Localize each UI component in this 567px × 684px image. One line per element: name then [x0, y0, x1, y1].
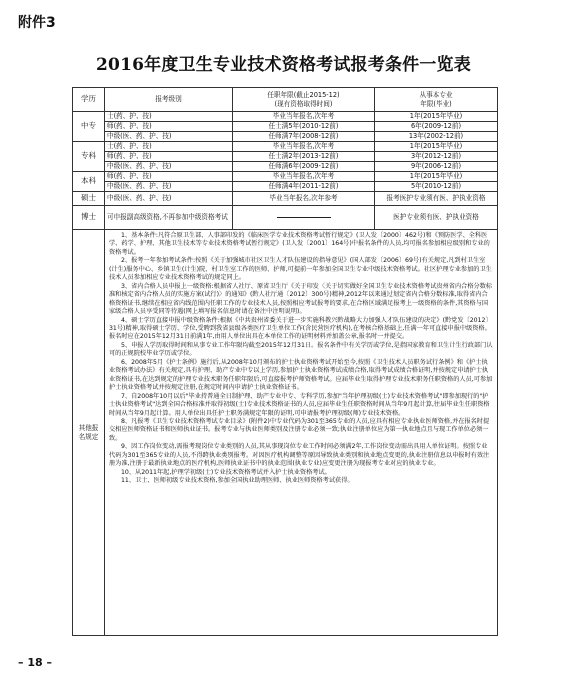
- edu-zhongzhuan: 中专: [73, 112, 105, 142]
- years-cell-empty: [233, 206, 375, 230]
- note-item: 8、凡报考《卫生专业技术资格考试专业目录》(附件2)中专业代码为301至365专业的人员,应具有相应专业执业医师资格,并在报名时提交相应医师资格证书和医师执业证书。报考专业与执业医师类别及注册专业必须一致;执业注册单位应为第一执业地点且与现工作单位必须一致。: [109, 417, 490, 442]
- edu-benke: 本科: [73, 172, 105, 192]
- header-grad: [375, 88, 498, 112]
- level-cell: 士(药、护、技): [105, 112, 233, 122]
- level-cell: 师(药、护、技): [105, 172, 233, 182]
- grad-cell: 1年(2015年毕业): [375, 142, 498, 152]
- note-item: 5、申报人学历取得时间和从事专业工作年限均截至2015年12月31日。报名条件中有关学历或学位,是指国家教育和卫生计生行政部门认可的正规院校毕业学历或学位。: [109, 341, 493, 358]
- note-item: 1、基本条件:凡符合原卫生部、人事部印发的《临床医学专业技术资格考试暂行规定》(卫人发〔2000〕462号)和《预防医学、全科医学、药学、护理、其他卫生技术等专业技术资格考试暂行规定》(卫人发〔2001〕164号)中报名条件的人员,均可报名参加相应级别和专业的资格考试。: [109, 232, 490, 256]
- years-cell: 任师满7年(2008-12前): [233, 132, 375, 142]
- grad-cell: 报考医护专业须有医、护执业资格: [375, 192, 498, 206]
- years-cell: 任师满4年(2011-12前): [233, 182, 375, 192]
- notes-cell: [105, 230, 498, 636]
- header-years-line2: (现有资格取得时间): [274, 99, 333, 108]
- table-header-row: [73, 88, 498, 112]
- grad-cell: 3年(2012-12前): [375, 152, 498, 162]
- grad-cell: 5年(2010-12前): [375, 182, 498, 192]
- years-cell: 毕业当年报名,次年考: [233, 112, 375, 122]
- note-item: 9、因工作岗位变动,需报考现岗位专业类别的人员,其从事现岗位专业工作时间必须满2年,工作岗位变动需出具用人单位证明。按照专业代码为301至365专业的人员,不得跨执业类别报考。对因医疗机构调整等原因导致执业类别和执业地点变更的,执业注册信息以申报时有效注册为准,注册于最新执业地点的医疗机构,医师执业证书中的执业范围(执业专业)应变更注册为现报考专业对应的执业专业。: [109, 443, 490, 468]
- level-cell: 可申报副高级资格,不再参加中级资格考试: [105, 206, 233, 230]
- header-level: 报考级别: [105, 88, 233, 112]
- page-number: – 18 –: [18, 656, 52, 669]
- header-years: [233, 88, 375, 112]
- grad-cell: 13年(2002-12前): [375, 132, 498, 142]
- edu-zhuanke: 专科: [73, 142, 105, 172]
- table-row: [73, 152, 498, 162]
- years-cell: 毕业当年报名,次年参考: [233, 192, 375, 206]
- dash-line: [277, 217, 331, 218]
- note-item: 4、硕士学历直接申报中级资格条件:根据《中共贵州省委关于进一步实施科教兴黔战略大力加强人才队伍建设的决定》(黔党发〔2012〕31号)精神,取得硕士学历、学位,受聘到我省县级各类医疗卫生单位工作(含民营医疗机构),在考核合格基础上,任满一年可直接申报中级资格。报名时应在2015年12月31日前满1年,由用人单位出具在本单位工作的证明材料并加盖公章,报名时一并提交。: [109, 316, 492, 341]
- note-item: 3、省内合格人员申报上一级资格:根据省人社厅、原省卫生厅《关于印发〈关于切实做好全国卫生专业技术资格考试贵州省内合格分数标准和核定省内合格人员的实施方案(试行)〉的通知》(黔人社厅通〔2012〕300号)精神,2012年以来通过划定省内合格分数标准,取得省内合格资格证书,继续在相应省内线范围内任职工作的专业技术人员,按照相应考试报考的要求,在合格区域满足报考上一级资格的条件,其资格与国家级合格人员享受同等待遇(网上填写报名信息时请在备注中注明说明)。: [109, 282, 493, 316]
- attachment-label: 附件3: [18, 15, 56, 31]
- requirements-table: [72, 87, 498, 636]
- table-row: [73, 162, 498, 172]
- header-grad-line2: 年限(毕业): [420, 99, 452, 108]
- level-cell: 中级(医、药、护、技): [105, 162, 233, 172]
- document-title: 2016年度卫生专业技术资格考试报考条件一览表: [96, 55, 471, 75]
- grad-cell: 9年(2006-12前): [375, 162, 498, 172]
- edu-shuoshi: 硕士: [73, 192, 105, 206]
- grad-cell: 1年(2015年毕业): [375, 112, 498, 122]
- table-row: [73, 206, 498, 230]
- years-cell: 任师满6年(2009-12前): [233, 162, 375, 172]
- years-cell: 任士满5年(2010-12前): [233, 122, 375, 132]
- years-cell: 毕业当年报名,次年考: [233, 172, 375, 182]
- note-item: 6、2008年5月《护士条例》施行后,从2008年10月颁布的护士执业资格考试开始至今,按照《卫生技术人员职务试行条例》和《护士执业资格考试办法》有关规定,具有护理、助产专业中专以上学历,参加护士执业资格考试成绩合格,取得考试成绩合格证明,并按规定申请护士执业资格证书,在达到规定的护理专业技术职务任职年限后,可直接报考护师资格考试。应届毕业生取得护理专业技术职务任职资格的人员,可参加护士执业资格考试并按规定注册,在规定时间内申请护士执业资格证书。: [109, 358, 493, 392]
- level-cell: 中级(医、药、护、技): [105, 182, 233, 192]
- level-cell: 中级(医、药、护、技): [105, 132, 233, 142]
- note-item: 7、自2008年10月以后"毕业持普通全日制护理、助产专业中专、专科学历,参加"当年护理初级(士)专业技术资格考试"即参加现行的"护士执业资格考试"达到全国合格标准并取得初级(士)专业技术资格证书的人员,应届毕业生任职资格时间从当年9月起计算,往届毕业生任职资格时间从当年9月起计算。用人单位出具任护士职务满规定年限的证明,可申请报考护理初级(师)专业技术资格。: [109, 392, 490, 417]
- table-row: [73, 142, 498, 152]
- note-item: 10、从2011年起,护理学初级(士)专业技术资格考试并入护士执业资格考试。: [121, 468, 331, 476]
- level-cell: 中级(医、药、护、技): [105, 192, 233, 206]
- table-row: [73, 132, 498, 142]
- grad-cell: 1年(2015年毕业): [375, 172, 498, 182]
- level-cell: 士(药、护、技): [105, 142, 233, 152]
- grad-cell: 医护专业须有医、护执业资格: [375, 206, 498, 230]
- header-grad-line1: 从事本专业: [419, 90, 453, 99]
- table-row: [73, 182, 498, 192]
- years-cell: 任士满2年(2013-12前): [233, 152, 375, 162]
- level-cell: 师(药、护、技): [105, 122, 233, 132]
- header-years-line1: 任职年限(截止2015-12): [267, 90, 340, 99]
- note-item: 11、卫士、医师初级专业技术资格,参加全国执业助理医师、执业医师资格考试获得。: [121, 477, 354, 485]
- note-item: 2、报考一年参加考试条件:按照《关于加强城市社区卫生人才队伍建设的指导意见》(国人部发〔2006〕69号)有关规定,凡到村卫生室(计生)服务中心、乡镇卫生(计生)院、村卫生室工作的医师、护师,可提前一年参加全国卫生专业中级技术资格考试。社区护理专业参加的卫生技术人员参加相应专业技术资格考试的规定同上。: [109, 257, 492, 282]
- grad-cell: 6年(2009-12前): [375, 122, 498, 132]
- level-cell: 师(药、护、技): [105, 152, 233, 162]
- header-education: 学历: [73, 88, 105, 112]
- edu-boshi: 博士: [73, 206, 105, 230]
- table-row: [73, 112, 498, 122]
- table-row: [73, 192, 498, 206]
- table-row: [73, 122, 498, 132]
- notes-row: [73, 230, 498, 636]
- years-cell: 毕业当年报名,次年考: [233, 142, 375, 152]
- table-row: [73, 172, 498, 182]
- other-rules-label: 其他报名规定: [73, 230, 105, 636]
